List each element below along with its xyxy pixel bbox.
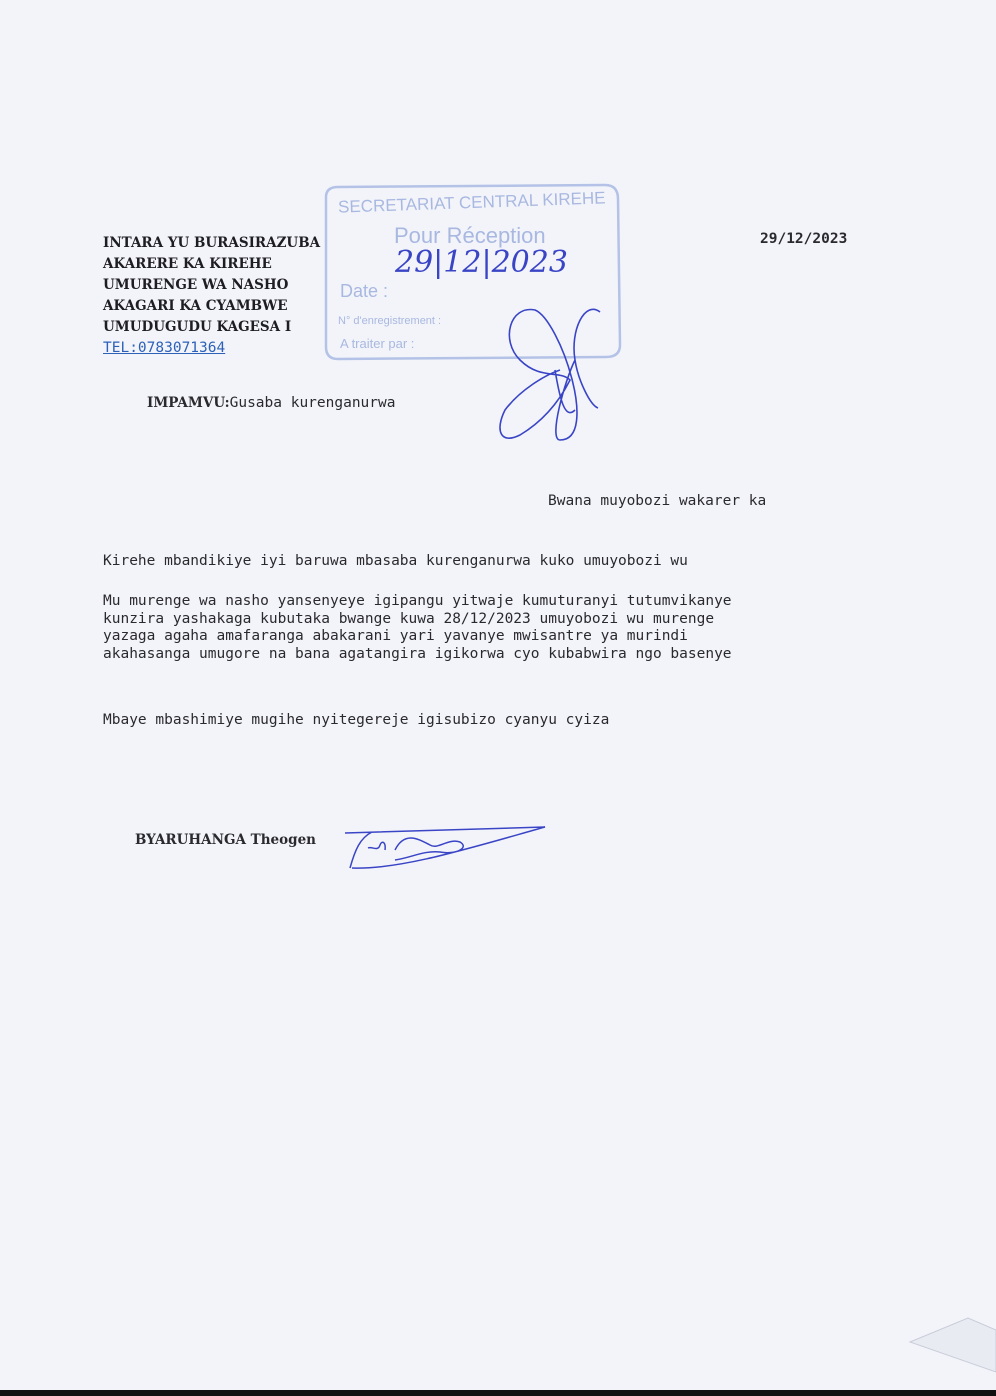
stamp-date-label: Date :: [340, 281, 389, 301]
receiver-signature: [500, 309, 600, 440]
subject-text: Gusaba kurenganurwa: [229, 395, 396, 411]
closing-line: Mbaye mbashimiye mugihe nyitegereje igisubizo cyanyu cyiza: [103, 712, 610, 728]
address-line-village: UMUDUGUDU KAGESA I: [103, 319, 292, 335]
paragraph-2: [103, 593, 732, 663]
stamp-reception: Pour Réception: [394, 223, 546, 248]
letter-date: 29/12/2023: [760, 231, 848, 247]
address-line-sector: UMURENGE WA NASHO: [103, 277, 289, 293]
paragraph-2-line-2: kunzira yashakaga kubutaka bwange kuwa 28/12/2023 umuyobozi wu murenge: [103, 610, 715, 627]
scan-bottom-edge: [0, 1390, 996, 1396]
paragraph-2-line-3: yazaga agaha amafaranga abakarani yari yavanye mwisantre ya murindi: [103, 628, 688, 644]
address-line-cell: AKAGARI KA CYAMBWE: [103, 298, 288, 314]
signer-name: BYARUHANGA Theogen: [135, 832, 316, 848]
phone-link[interactable]: TEL:0783071364: [103, 340, 226, 356]
salutation: Bwana muyobozi wakarer ka: [548, 493, 767, 509]
stamp-registration-label: N° d'enregistrement :: [338, 315, 442, 327]
page-fold-corner: [910, 1318, 996, 1372]
subject-line: [147, 395, 395, 411]
stamp-handler-label: A traiter par :: [340, 336, 415, 351]
address-line-province: INTARA YU BURASIRAZUBA: [103, 235, 321, 251]
address-line-district: AKARERE KA KIREHE: [103, 256, 272, 272]
subject-label: IMPAMVU:: [147, 395, 230, 411]
sender-signature: [345, 827, 545, 868]
paragraph-2-line-4: akahasanga umugore na bana agatangira igikorwa cyo kubabwira ngo basenye: [103, 645, 732, 662]
stamp-title: SECRETARIAT CENTRAL KIREHE: [337, 188, 606, 217]
paragraph-2-line-1: Mu murenge wa nasho yansenyeye igipangu yitwaje kumuturanyi tutumvikanye: [103, 593, 732, 609]
handwritten-date: 29|12|2023: [395, 245, 568, 280]
paragraph-1: Kirehe mbandikiye iyi baruwa mbasaba kurenganurwa kuko umuyobozi wu: [103, 553, 688, 569]
